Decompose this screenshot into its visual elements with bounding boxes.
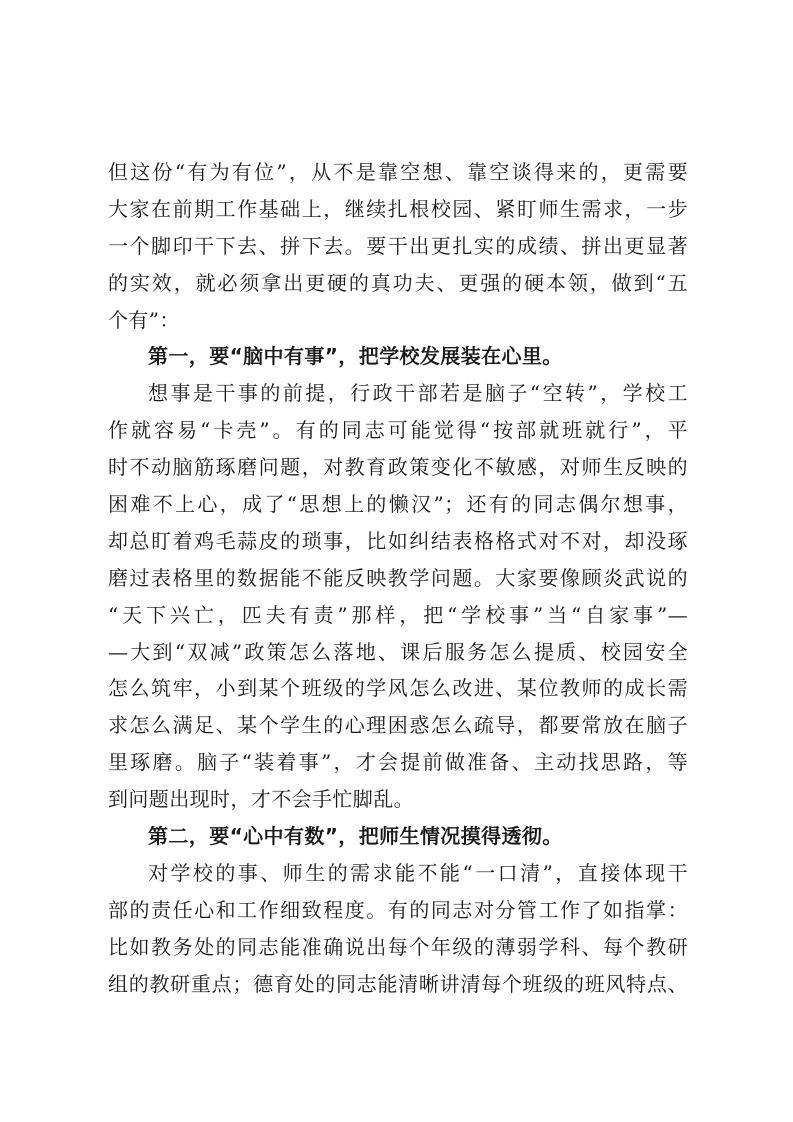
p1-line-11: 里琢磨。脑子“装着事”，才会提前做准备、主动找思路，等 <box>108 750 688 775</box>
p1-line-5: 却总盯着鸡毛蒜皮的琐事，比如纠结表格格式对不对，却没琢 <box>108 528 688 553</box>
p1-line-2: 作就容易“卡壳”。有的同志可能觉得“按部就班就行”，平 <box>108 418 688 443</box>
p1-line-12: 到问题出现时，才不会手忙脚乱。 <box>108 787 414 812</box>
p1-line-3: 时不动脑筋琢磨问题，对教育政策变化不敏感，对师生反映的 <box>108 455 688 480</box>
p1-line-6: 磨过表格里的数据能不能反映教学问题。大家要像顾炎武说的 <box>108 565 688 590</box>
intro-line-5: 个有”： <box>108 307 180 332</box>
p1-line-8: —大到“双减”政策怎么落地、课后服务怎么提质、校园安全 <box>108 639 688 664</box>
p2-line-3: 比如教务处的同志能准确说出每个年级的薄弱学科、每个教研 <box>108 934 688 959</box>
intro-line-3: 一个脚印干下去、拼下去。要干出更扎实的成绩、拼出更显著 <box>108 233 688 258</box>
p2-line-1: 对学校的事、师生的需求能不能“一口清”，直接体现干 <box>148 860 688 885</box>
intro-line-1: 但这份“有为有位”，从不是靠空想、靠空谈得来的，更需要 <box>108 160 688 184</box>
section-heading-2: 第二，要“心中有数”，把师生情况摸得透彻。 <box>148 824 563 849</box>
intro-line-2: 大家在前期工作基础上，继续扎根校园、紧盯师生需求，一步 <box>108 196 688 221</box>
p1-line-9: 怎么筑牢，小到某个班级的学风怎么改进、某位教师的成长需 <box>108 676 688 701</box>
p1-line-7: “天下兴亡，匹夫有责”那样，把“学校事”当“自家事”— <box>108 602 688 627</box>
p1-line-1: 想事是干事的前提，行政干部若是脑子“空转”，学校工 <box>148 381 688 406</box>
section-heading-1: 第一，要“脑中有事”，把学校发展装在心里。 <box>148 344 563 369</box>
intro-line-4: 的实效，就必须拿出更硬的真功夫、更强的硬本领，做到“五 <box>108 270 688 295</box>
p1-line-4: 困难不上心，成了“思想上的懒汉”；还有的同志偶尔想事， <box>108 492 688 517</box>
p2-line-4: 组的教研重点；德育处的同志能清晰讲清每个班级的班风特点、 <box>108 971 688 996</box>
p1-line-10: 求怎么满足、某个学生的心理困惑怎么疏导，都要常放在脑子 <box>108 713 688 738</box>
document-body <box>108 154 688 1002</box>
p2-line-2: 部的责任心和工作细致程度。有的同志对分管工作了如指掌： <box>108 897 688 922</box>
